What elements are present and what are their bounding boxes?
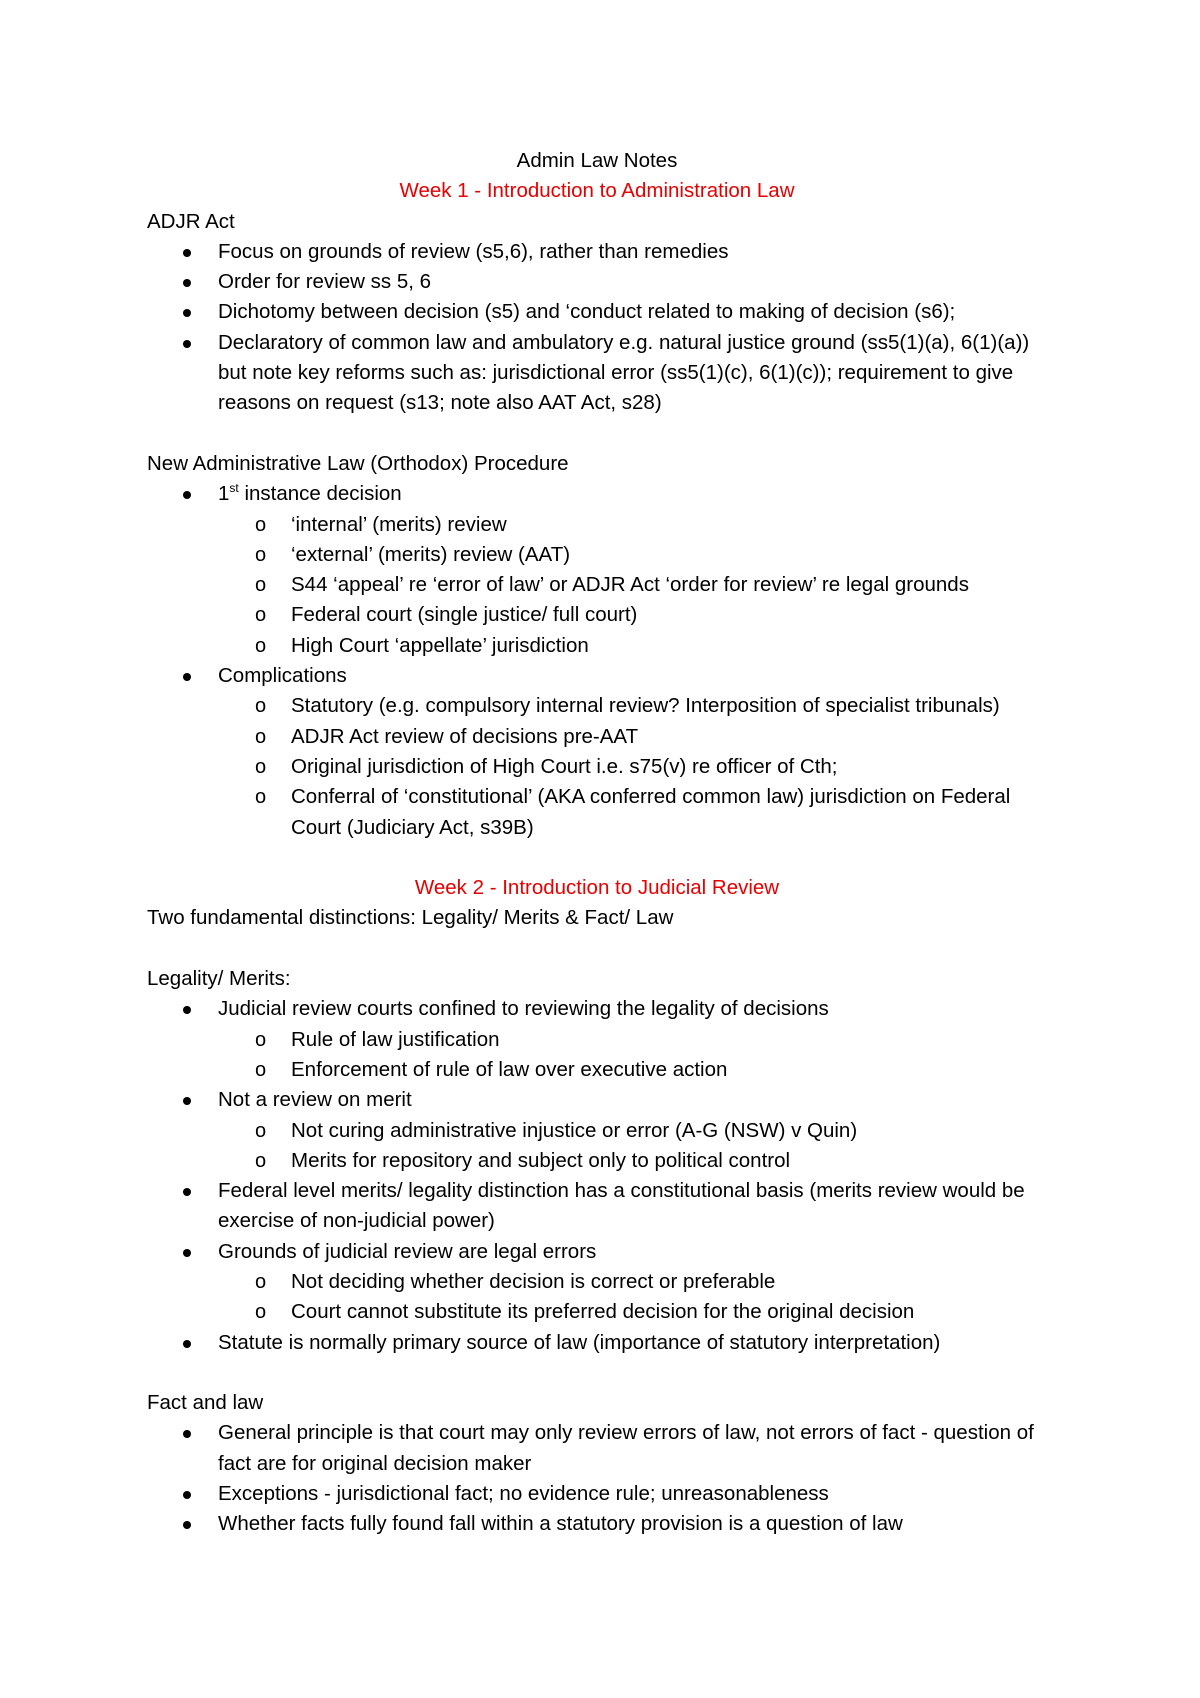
list-item: Exceptions - jurisdictional fact; no evidence rule; unreasonableness bbox=[147, 1479, 1047, 1509]
sub-list-item: o Rule of law justification bbox=[147, 1025, 1047, 1055]
adjr-list bbox=[147, 237, 1047, 419]
list-item: Declaratory of common law and ambulatory e.g. natural justice ground (ss5(1)(a), 6(1)(a)) but note key reforms such as: jurisdictional error (ss5(1)(c), 6(1)(c)); requirement to give reasons on request (s13; note also AAT Act, s28) bbox=[147, 328, 1047, 419]
spacer bbox=[147, 843, 1047, 873]
legality-list bbox=[147, 994, 1047, 1358]
spacer bbox=[147, 1358, 1047, 1388]
circle-bullet-icon: o bbox=[255, 1301, 267, 1324]
circle-bullet-icon: o bbox=[255, 1119, 267, 1142]
bullet-icon bbox=[183, 1249, 191, 1257]
sub-list-item: o ADJR Act review of decisions pre-AAT bbox=[147, 722, 1047, 752]
list-item: Order for review ss 5, 6 bbox=[147, 267, 1047, 297]
bullet-icon bbox=[183, 1491, 191, 1499]
sub-list-item: o Conferral of ‘constitutional’ (AKA conferred common law) jurisdiction on Federal Court (Judiciary Act, s39B) bbox=[147, 782, 1047, 843]
list-item: Complications bbox=[147, 661, 1047, 691]
list-item: Judicial review courts confined to reviewing the legality of decisions bbox=[147, 994, 1047, 1024]
circle-bullet-icon: o bbox=[255, 725, 267, 748]
legality-heading: Legality/ Merits: bbox=[147, 967, 291, 991]
circle-bullet-icon: o bbox=[255, 786, 267, 809]
circle-bullet-icon: o bbox=[255, 1270, 267, 1293]
spacer bbox=[147, 419, 1047, 449]
circle-bullet-icon: o bbox=[255, 1058, 267, 1081]
adjr-heading: ADJR Act bbox=[147, 209, 235, 233]
circle-bullet-icon: o bbox=[255, 513, 267, 536]
week2-heading: Week 2 - Introduction to Judicial Review bbox=[414, 876, 780, 900]
circle-bullet-icon: o bbox=[255, 634, 267, 657]
list-item: Whether facts fully found fall within a statutory provision is a question of law bbox=[147, 1509, 1047, 1539]
circle-bullet-icon: o bbox=[255, 695, 267, 718]
sub-list-item: o ‘internal’ (merits) review bbox=[147, 510, 1047, 540]
bullet-icon bbox=[183, 279, 191, 287]
document-body bbox=[147, 146, 1047, 1540]
list-item: General principle is that court may only review errors of law, not errors of fact - question of fact are for original decision maker bbox=[147, 1418, 1047, 1479]
week2-subheading: Two fundamental distinctions: Legality/ Merits & Fact/ Law bbox=[147, 906, 674, 930]
circle-bullet-icon: o bbox=[255, 543, 267, 566]
circle-bullet-icon: o bbox=[255, 1028, 267, 1051]
sub-list-item: o High Court ‘appellate’ jurisdiction bbox=[147, 631, 1047, 661]
sub-list-item: o Original jurisdiction of High Court i.e. s75(v) re officer of Cth; bbox=[147, 752, 1047, 782]
bullet-icon bbox=[183, 309, 191, 317]
bullet-icon bbox=[183, 673, 191, 681]
bullet-icon bbox=[183, 491, 191, 499]
sub-list-item: o S44 ‘appeal’ re ‘error of law’ or ADJR Act ‘order for review’ re legal grounds bbox=[147, 570, 1047, 600]
bullet-icon bbox=[183, 340, 191, 348]
bullet-icon bbox=[183, 1340, 191, 1348]
sub-list-item: o Court cannot substitute its preferred decision for the original decision bbox=[147, 1297, 1047, 1327]
sub-list-item: o Not curing administrative injustice or error (A-G (NSW) v Quin) bbox=[147, 1116, 1047, 1146]
circle-bullet-icon: o bbox=[255, 1149, 267, 1172]
fact-law-heading: Fact and law bbox=[147, 1391, 264, 1415]
circle-bullet-icon: o bbox=[255, 604, 267, 627]
sub-list-item: o Federal court (single justice/ full court) bbox=[147, 600, 1047, 630]
list-item: 1st instance decision bbox=[147, 479, 1047, 509]
list-item: Federal level merits/ legality distinction has a constitutional basis (merits review would be exercise of non-judicial power) bbox=[147, 1176, 1047, 1237]
bullet-icon bbox=[183, 1188, 191, 1196]
fact-law-list bbox=[147, 1418, 1047, 1539]
bullet-icon bbox=[183, 1521, 191, 1529]
bullet-icon bbox=[183, 249, 191, 257]
spacer bbox=[147, 934, 1047, 964]
bullet-icon bbox=[183, 1006, 191, 1014]
list-item: Focus on grounds of review (s5,6), rather than remedies bbox=[147, 237, 1047, 267]
procedure-heading: New Administrative Law (Orthodox) Procedure bbox=[147, 451, 569, 475]
list-item: Not a review on merit bbox=[147, 1085, 1047, 1115]
sub-list-item: o Merits for repository and subject only to political control bbox=[147, 1146, 1047, 1176]
procedure-list bbox=[147, 479, 1047, 843]
sub-list-item: o Not deciding whether decision is correct or preferable bbox=[147, 1267, 1047, 1297]
sub-list-item: o Statutory (e.g. compulsory internal review? Interposition of specialist tribunals) bbox=[147, 691, 1047, 721]
sub-list-item: o Enforcement of rule of law over executive action bbox=[147, 1055, 1047, 1085]
list-item: Statute is normally primary source of law (importance of statutory interpretation) bbox=[147, 1328, 1047, 1358]
bullet-icon bbox=[183, 1430, 191, 1438]
circle-bullet-icon: o bbox=[255, 755, 267, 778]
circle-bullet-icon: o bbox=[255, 574, 267, 597]
document-title: Admin Law Notes bbox=[516, 149, 678, 172]
list-item: Dichotomy between decision (s5) and ‘conduct related to making of decision (s6); bbox=[147, 297, 1047, 327]
bullet-icon bbox=[183, 1097, 191, 1105]
week1-heading: Week 1 - Introduction to Administration Law bbox=[399, 179, 795, 203]
sub-list-item: o ‘external’ (merits) review (AAT) bbox=[147, 540, 1047, 570]
list-item: Grounds of judicial review are legal errors bbox=[147, 1237, 1047, 1267]
